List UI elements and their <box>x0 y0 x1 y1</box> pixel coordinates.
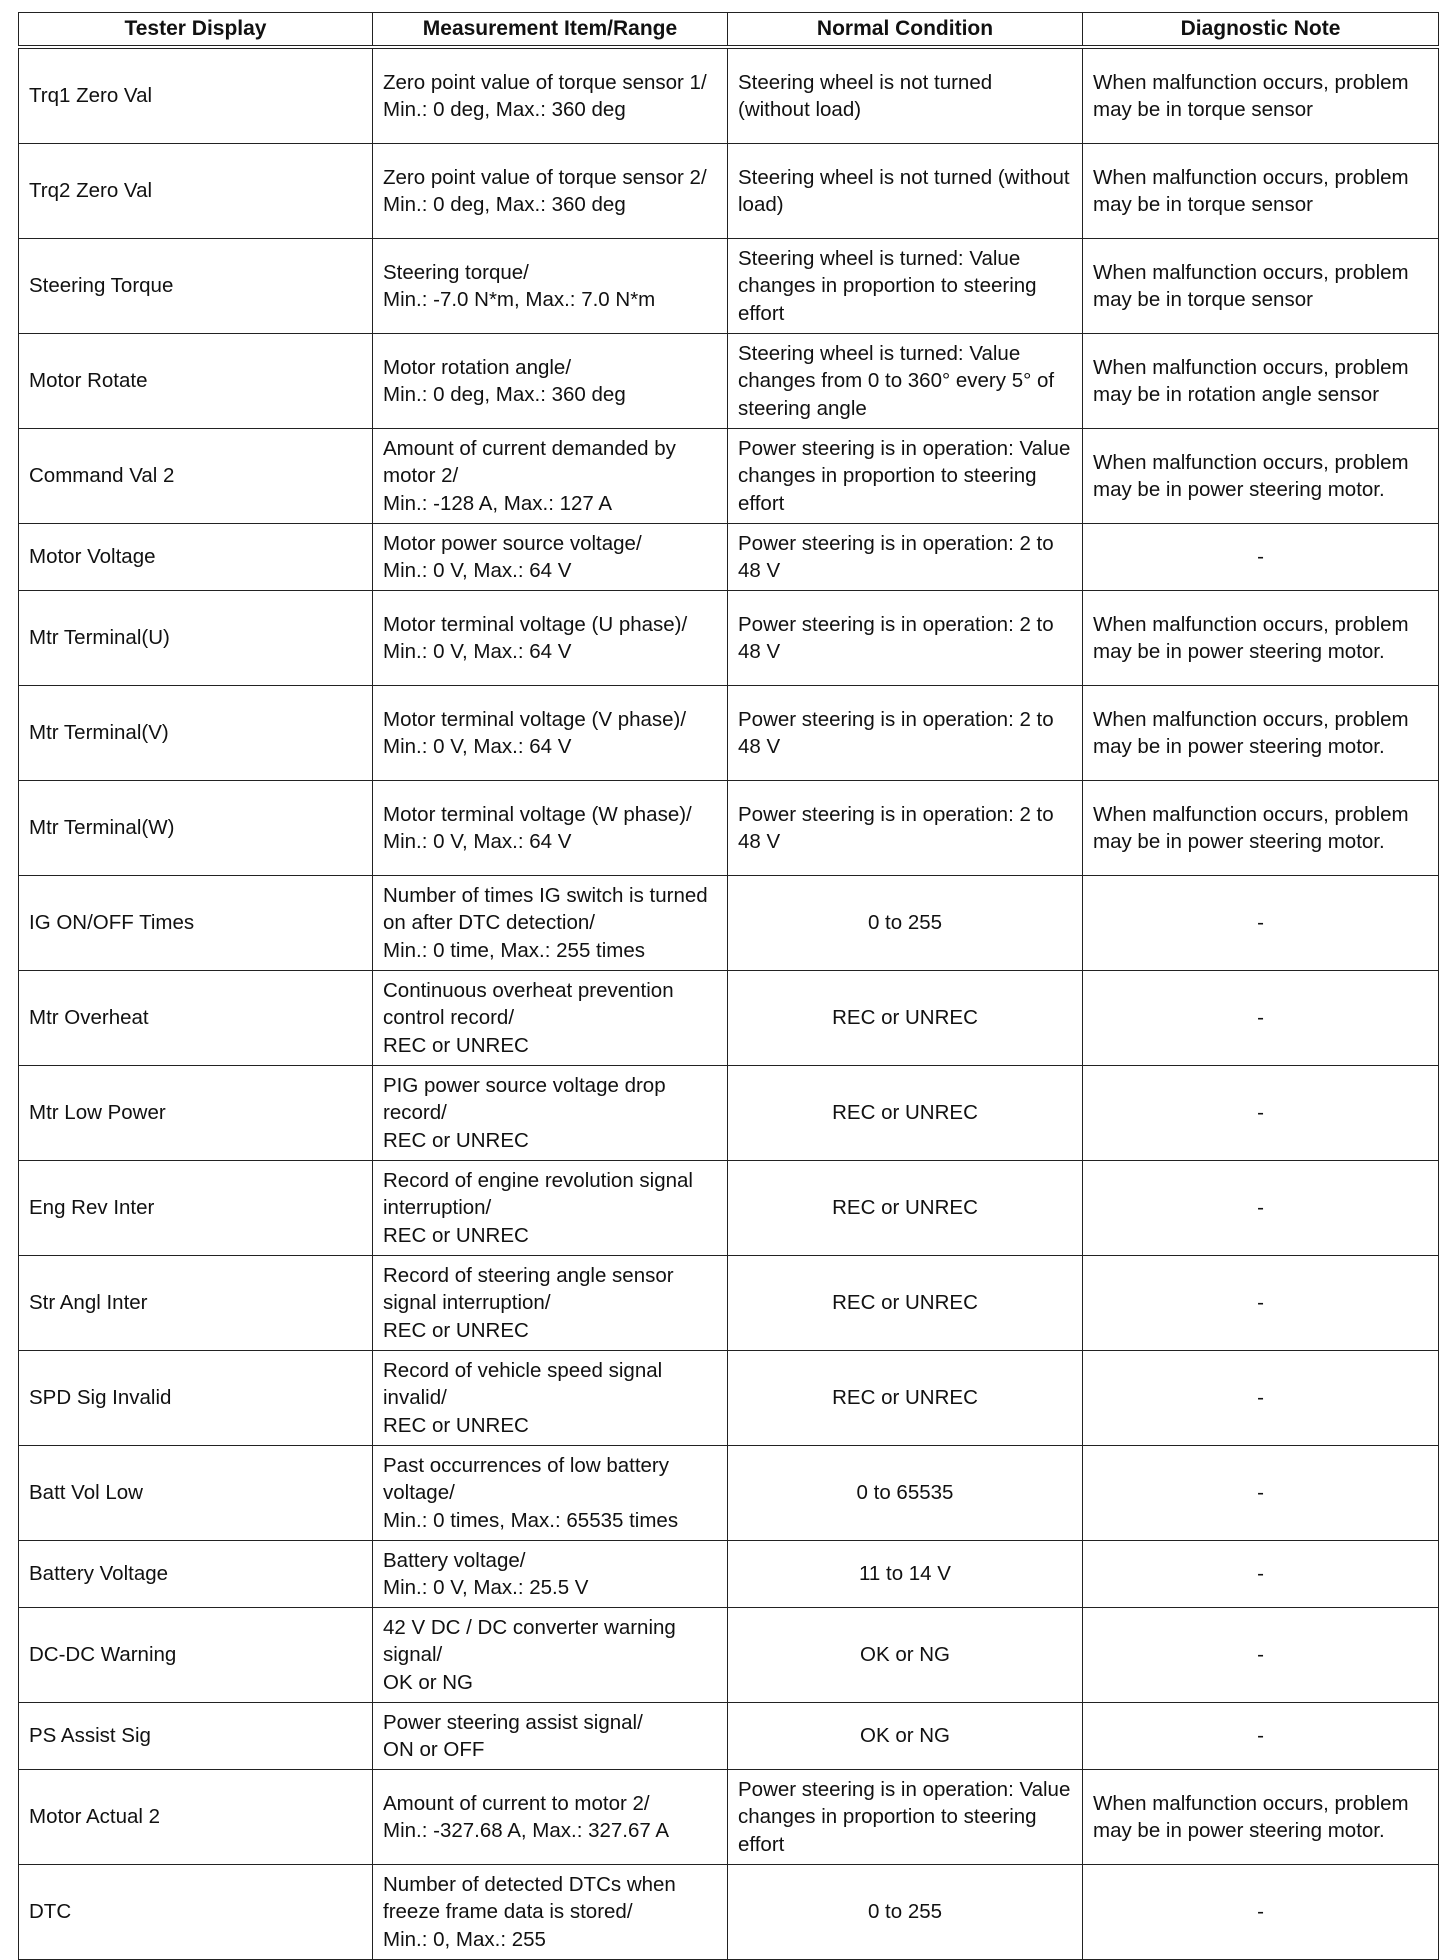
tester-display-cell: Batt Vol Low <box>19 1446 373 1541</box>
table-row <box>19 591 1439 686</box>
normal-condition-cell: Steering wheel is not turned (without load) <box>728 144 1083 239</box>
diagnostic-note-cell: - <box>1083 876 1439 971</box>
table-row <box>19 1256 1439 1351</box>
diagnostic-note-cell: When malfunction occurs, problem may be in torque sensor <box>1083 239 1439 334</box>
measurement-item-cell: Record of vehicle speed signal invalid/ REC or UNREC <box>373 1351 728 1446</box>
measurement-item-cell: Motor terminal voltage (U phase)/ Min.: 0 V, Max.: 64 V <box>373 591 728 686</box>
tester-display-cell: Str Angl Inter <box>19 1256 373 1351</box>
diagnostic-note-cell: When malfunction occurs, problem may be in torque sensor <box>1083 47 1439 144</box>
measurement-item-cell: Record of steering angle sensor signal interruption/ REC or UNREC <box>373 1256 728 1351</box>
diagnostic-note-cell: When malfunction occurs, problem may be in power steering motor. <box>1083 686 1439 781</box>
diagnostic-note-cell: When malfunction occurs, problem may be in power steering motor. <box>1083 781 1439 876</box>
measurement-item-cell: Amount of current to motor 2/ Min.: -327.68 A, Max.: 327.67 A <box>373 1770 728 1865</box>
table-row <box>19 47 1439 144</box>
normal-condition-cell: Steering wheel is turned: Value changes in proportion to steering effort <box>728 239 1083 334</box>
normal-condition-cell: Power steering is in operation: Value changes in proportion to steering effort <box>728 429 1083 524</box>
normal-condition-cell: Power steering is in operation: 2 to 48 V <box>728 591 1083 686</box>
tester-display-cell: IG ON/OFF Times <box>19 876 373 971</box>
tester-display-cell: Mtr Low Power <box>19 1066 373 1161</box>
diagnostic-note-cell: - <box>1083 1865 1439 1960</box>
normal-condition-cell: REC or UNREC <box>728 1256 1083 1351</box>
measurement-item-cell: Continuous overheat prevention control record/ REC or UNREC <box>373 971 728 1066</box>
diagnostic-note-cell: - <box>1083 1541 1439 1608</box>
diagnostic-note-cell: - <box>1083 1066 1439 1161</box>
measurement-item-cell: PIG power source voltage drop record/ REC or UNREC <box>373 1066 728 1161</box>
diagnostic-note-cell: - <box>1083 1256 1439 1351</box>
table-row <box>19 1608 1439 1703</box>
tester-display-cell: Eng Rev Inter <box>19 1161 373 1256</box>
table-row <box>19 1066 1439 1161</box>
measurement-item-cell: Motor terminal voltage (W phase)/ Min.: 0 V, Max.: 64 V <box>373 781 728 876</box>
tester-display-cell: Motor Actual 2 <box>19 1770 373 1865</box>
tester-display-cell: Motor Rotate <box>19 334 373 429</box>
measurement-item-cell: Number of times IG switch is turned on after DTC detection/ Min.: 0 time, Max.: 255 times <box>373 876 728 971</box>
diagnostic-note-cell: - <box>1083 1608 1439 1703</box>
tester-display-cell: Command Val 2 <box>19 429 373 524</box>
tester-display-cell: Motor Voltage <box>19 524 373 591</box>
normal-condition-cell: REC or UNREC <box>728 1161 1083 1256</box>
measurement-item-cell: Battery voltage/ Min.: 0 V, Max.: 25.5 V <box>373 1541 728 1608</box>
tester-display-cell: Trq1 Zero Val <box>19 47 373 144</box>
table-row <box>19 144 1439 239</box>
tester-display-cell: SPD Sig Invalid <box>19 1351 373 1446</box>
diagnostic-note-cell: - <box>1083 1446 1439 1541</box>
diagnostic-note-cell: - <box>1083 524 1439 591</box>
normal-condition-cell: REC or UNREC <box>728 1066 1083 1161</box>
table-row <box>19 1770 1439 1865</box>
diagnostic-note-cell: When malfunction occurs, problem may be in power steering motor. <box>1083 429 1439 524</box>
normal-condition-cell: REC or UNREC <box>728 971 1083 1066</box>
tester-display-cell: Battery Voltage <box>19 1541 373 1608</box>
normal-condition-cell: Power steering is in operation: 2 to 48 V <box>728 686 1083 781</box>
table-row <box>19 971 1439 1066</box>
diagnostic-note-cell: - <box>1083 1703 1439 1770</box>
measurement-item-cell: Motor rotation angle/ Min.: 0 deg, Max.: 360 deg <box>373 334 728 429</box>
tester-display-cell: Mtr Terminal(U) <box>19 591 373 686</box>
measurement-item-cell: Past occurrences of low battery voltage/ Min.: 0 times, Max.: 65535 times <box>373 1446 728 1541</box>
table-row <box>19 876 1439 971</box>
table-row <box>19 524 1439 591</box>
normal-condition-cell: 0 to 255 <box>728 876 1083 971</box>
measurement-item-cell: Motor terminal voltage (V phase)/ Min.: 0 V, Max.: 64 V <box>373 686 728 781</box>
table-row <box>19 1703 1439 1770</box>
tester-display-cell: Mtr Terminal(V) <box>19 686 373 781</box>
table-row <box>19 1541 1439 1608</box>
measurement-item-cell: Motor power source voltage/ Min.: 0 V, Max.: 64 V <box>373 524 728 591</box>
normal-condition-cell: Steering wheel is turned: Value changes from 0 to 360° every 5° of steering angle <box>728 334 1083 429</box>
measurement-item-cell: Steering torque/ Min.: -7.0 N*m, Max.: 7.0 N*m <box>373 239 728 334</box>
header-normal-condition: Normal Condition <box>728 13 1083 48</box>
normal-condition-cell: OK or NG <box>728 1608 1083 1703</box>
diagnostic-note-cell: When malfunction occurs, problem may be in torque sensor <box>1083 144 1439 239</box>
measurement-item-cell: 42 V DC / DC converter warning signal/ OK or NG <box>373 1608 728 1703</box>
measurement-item-cell: Power steering assist signal/ ON or OFF <box>373 1703 728 1770</box>
table-row <box>19 334 1439 429</box>
normal-condition-cell: Power steering is in operation: 2 to 48 V <box>728 524 1083 591</box>
measurement-item-cell: Number of detected DTCs when freeze frame data is stored/ Min.: 0, Max.: 255 <box>373 1865 728 1960</box>
table-row <box>19 1351 1439 1446</box>
normal-condition-cell: 0 to 65535 <box>728 1446 1083 1541</box>
normal-condition-cell: 0 to 255 <box>728 1865 1083 1960</box>
tester-display-cell: Mtr Overheat <box>19 971 373 1066</box>
table-header-row <box>19 13 1439 48</box>
diagnostic-note-cell: When malfunction occurs, problem may be in rotation angle sensor <box>1083 334 1439 429</box>
header-measurement-item: Measurement Item/Range <box>373 13 728 48</box>
diagnostic-note-cell: - <box>1083 1161 1439 1256</box>
measurement-item-cell: Record of engine revolution signal interruption/ REC or UNREC <box>373 1161 728 1256</box>
table-row <box>19 429 1439 524</box>
tester-display-cell: PS Assist Sig <box>19 1703 373 1770</box>
table-row <box>19 1161 1439 1256</box>
normal-condition-cell: Power steering is in operation: 2 to 48 V <box>728 781 1083 876</box>
data-list-table <box>18 12 1439 1960</box>
measurement-item-cell: Zero point value of torque sensor 2/ Min.: 0 deg, Max.: 360 deg <box>373 144 728 239</box>
table-row <box>19 239 1439 334</box>
tester-display-cell: DTC <box>19 1865 373 1960</box>
header-tester-display: Tester Display <box>19 13 373 48</box>
normal-condition-cell: Steering wheel is not turned (without load) <box>728 47 1083 144</box>
tester-display-cell: DC-DC Warning <box>19 1608 373 1703</box>
tester-display-cell: Trq2 Zero Val <box>19 144 373 239</box>
table-row <box>19 781 1439 876</box>
normal-condition-cell: 11 to 14 V <box>728 1541 1083 1608</box>
diagnostic-note-cell: - <box>1083 1351 1439 1446</box>
normal-condition-cell: Power steering is in operation: Value changes in proportion to steering effort <box>728 1770 1083 1865</box>
header-diagnostic-note: Diagnostic Note <box>1083 13 1439 48</box>
diagnostic-note-cell: When malfunction occurs, problem may be in power steering motor. <box>1083 1770 1439 1865</box>
measurement-item-cell: Zero point value of torque sensor 1/ Min.: 0 deg, Max.: 360 deg <box>373 47 728 144</box>
table-row <box>19 686 1439 781</box>
tester-display-cell: Mtr Terminal(W) <box>19 781 373 876</box>
document-page <box>18 12 1438 1960</box>
diagnostic-note-cell: - <box>1083 971 1439 1066</box>
table-row <box>19 1446 1439 1541</box>
table-row <box>19 1865 1439 1960</box>
tester-display-cell: Steering Torque <box>19 239 373 334</box>
normal-condition-cell: OK or NG <box>728 1703 1083 1770</box>
normal-condition-cell: REC or UNREC <box>728 1351 1083 1446</box>
table-body <box>19 47 1439 1960</box>
diagnostic-note-cell: When malfunction occurs, problem may be in power steering motor. <box>1083 591 1439 686</box>
measurement-item-cell: Amount of current demanded by motor 2/ Min.: -128 A, Max.: 127 A <box>373 429 728 524</box>
